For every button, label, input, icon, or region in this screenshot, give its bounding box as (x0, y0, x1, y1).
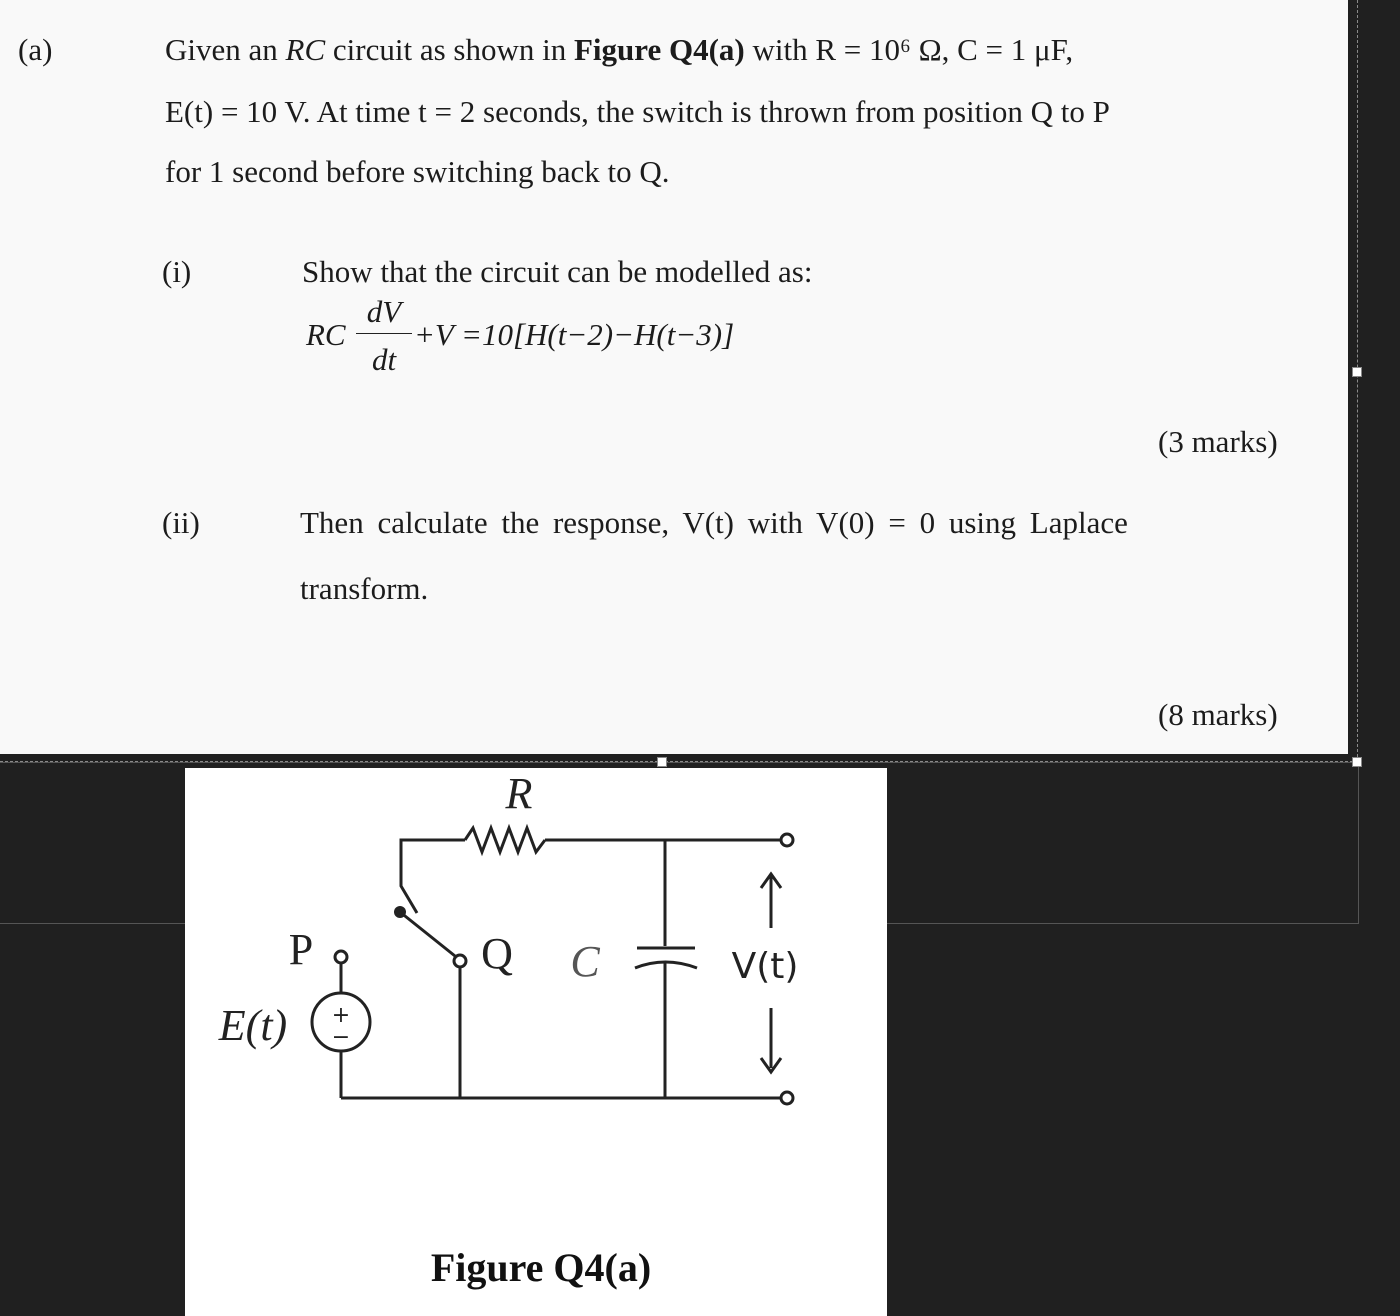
line1-text-b: circuit as shown in (325, 32, 574, 67)
equation-denominator: dt (371, 342, 397, 377)
source-plus: + (331, 1003, 351, 1028)
terminal-p (335, 951, 347, 963)
output-terminal-top (781, 834, 793, 846)
marks-ii: (8 marks) (1158, 697, 1278, 732)
question-line-3: for 1 second before switching back to Q. (165, 154, 670, 189)
source-voltage: E(t) = 10 V (165, 94, 303, 129)
resize-handle-corner[interactable] (1352, 757, 1362, 767)
label-p: P (288, 925, 314, 974)
sub-i-text: Show that the circuit can be modelled as: (302, 254, 813, 289)
part-label: (a) (18, 32, 53, 67)
resize-handle-right[interactable] (1352, 367, 1362, 377)
equation-rc: RC (306, 317, 346, 352)
selection-edge-bottom (0, 761, 1358, 762)
equation-rhs: +V =10[H(t−2)−H(t−3)] (414, 317, 735, 352)
line1-rc: RC (285, 32, 326, 67)
question-line-1 (165, 32, 1073, 68)
label-e: E(t) (218, 1001, 288, 1050)
line1-text-a: Given an (165, 32, 286, 67)
label-c: C (570, 937, 600, 986)
sub-ii-label: (ii) (162, 505, 200, 540)
source-minus: − (331, 1025, 351, 1050)
wire-top-left (401, 840, 465, 913)
fraction-bar (356, 333, 412, 334)
resize-handle-bottom[interactable] (657, 757, 667, 767)
circuit-figure (185, 768, 887, 1316)
switch-pivot (394, 906, 406, 918)
equation-numerator: dV (366, 294, 402, 329)
output-terminal-bottom (781, 1092, 793, 1104)
switch-arm (400, 912, 455, 956)
figure-caption: Figure Q4(a) (430, 1245, 652, 1290)
sub-ii-text-1: Then calculate the response, V(t) with V(0) = 0 using Laplace (300, 505, 1128, 540)
sub-ii-text-2: transform. (300, 571, 429, 606)
selection-edge-right (1357, 0, 1358, 762)
marks-i: (3 marks) (1158, 424, 1278, 459)
figure-reference: Figure Q4(a) (573, 32, 745, 67)
line1-text-c: with (744, 32, 816, 67)
terminal-q (454, 955, 466, 967)
label-r: R (505, 769, 533, 818)
resistor-zigzag (465, 828, 545, 852)
line2-text: . At time t = 2 seconds, the switch is thrown from position Q to P (302, 94, 1110, 129)
question-line-2 (165, 94, 1110, 130)
label-vt: V(t) (731, 946, 799, 987)
line1-parameters: R = 10⁶ Ω, C = 1 μF, (815, 32, 1074, 67)
sub-i-label: (i) (162, 254, 192, 289)
circuit-diagram (185, 768, 887, 1316)
label-q: Q (481, 929, 513, 978)
